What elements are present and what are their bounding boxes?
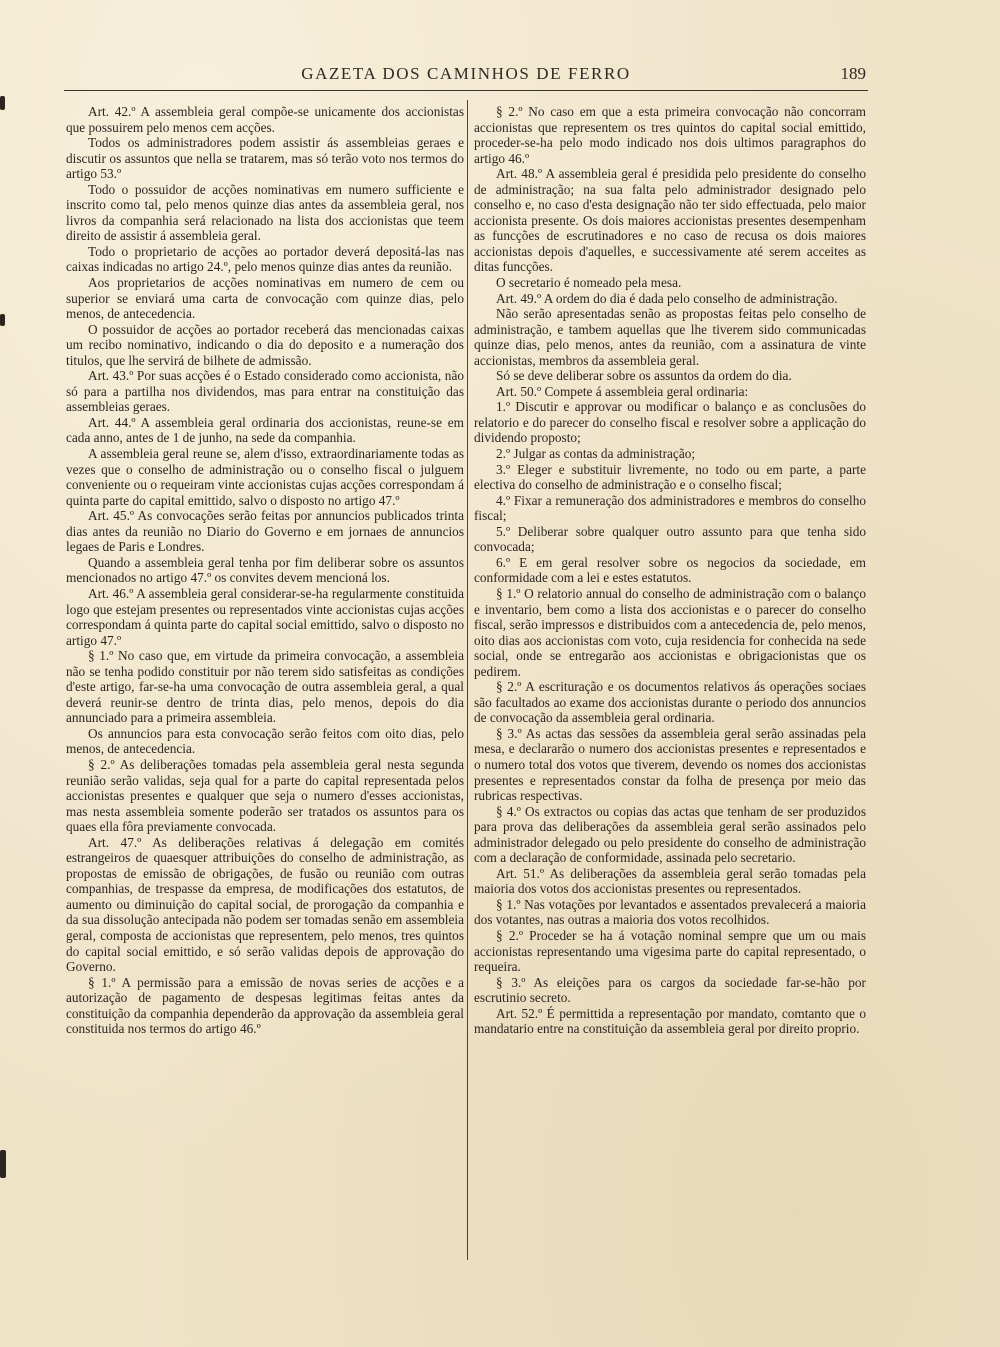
paragraph: § 2.º No caso em que a esta primeira convocação não concorram accionistas que representem os tres quintos do capital social emittido, proceder-se-ha pelo modo indicado nos dois ultimos paragraphos do artigo 46.º [474, 104, 866, 166]
paragraph: Art. 50.º Compete á assembleia geral ordinaria: [496, 383, 749, 399]
page-header [64, 60, 868, 91]
paragraph: Art. 46.º A assembleia geral considerar-se-ha regularmente constituida logo que estejam presentes ou representados vinte accionistas cujas acções correspondam á quinta parte do capital social emittido, salvo o disposto no artigo 47.º [66, 585, 464, 648]
paragraph: O secretario é nomeado pela mesa. [496, 275, 682, 291]
paragraph: Todo o possuidor de acções nominativas em numero sufficiente e inscrito como tal, pelo menos quinze dias antes da assembleia geral, nos livros da companhia será relacionado na lista dos accionistas que teem direito de assistir á assembleia geral. [66, 181, 464, 244]
column-divider [467, 100, 468, 1260]
paragraph: Todo o proprietario de acções ao portador deverá depositá-las nas caixas indicadas no artigo 24.º, pelo menos quinze dias antes da reunião. [66, 243, 464, 275]
paragraph: O possuidor de acções ao portador receberá das mencionadas caixas um recibo nominativo, indicando o dia do deposito e a numeração dos titulos, que lhe servirá de bilhete de admissão. [66, 321, 464, 368]
paragraph: § 2.º As deliberações tomadas pela assembleia geral nesta segunda reunião serão validas, seja qual for a parte do capital representada pelos accionistas presentes e qualquer que seja o numero d'esses accionistas, mas nesta assembleia somente poderão ser tratados os assuntos para os quaes ella fôra previamente convocada. [66, 756, 464, 835]
page-edge-mark [0, 96, 5, 110]
paragraph: 1.º Discutir e approvar ou modificar o balanço e as conclusões do relatorio e do parecer do conselho fiscal e resolver sobre a applicação do dividendo proposto; [474, 399, 866, 446]
paragraph: Art. 45.º As convocações serão feitas por annuncios publicados trinta dias antes da reunião no Diario do Governo e em jornaes de annuncios legaes de Paris e Londres. [66, 508, 464, 555]
paragraph: 2.º Julgar as contas da administração; [496, 446, 696, 462]
page-edge-mark [0, 1150, 6, 1178]
paragraph: 5.º Deliberar sobre qualquer outro assunto para que tenha sido convocada; [474, 523, 866, 555]
paragraph: Art. 44.º A assembleia geral ordinaria dos accionistas, reune-se em cada anno, antes de 1 de junho, na sede da companhia. [66, 414, 464, 446]
paragraph: Aos proprietarios de acções nominativas em numero de cem ou superior se enviará uma carta de convocação com quinze dias, pelo menos, de antecedencia. [66, 275, 464, 322]
paragraph: § 1.º No caso que, em virtude da primeira convocação, a assembleia não se tenha podido constituir por não terem sido satisfeitas as condições d'este artigo, far-se-ha uma convocação de outra assembleia geral, a qual deverá reunir-se dentro de trinta dias, pelo menos, depois do dia annunciado para a primeira assembleia. [66, 648, 464, 726]
paragraph: Não serão apresentadas senão as propostas feitas pelo conselho de administração, e tambem aquellas que lhe tiverem sido communicadas quinze dias, pelo menos, antes da reunião, com a assinatura de vinte accionistas, membros da assembleia geral. [474, 306, 866, 368]
publication-title: GAZETA DOS CAMINHOS DE FERRO [301, 64, 631, 83]
paragraph: Art. 47.º As deliberações relativas á delegação em comités estrangeiros de quaesquer attribuições do conselho de administração, as propostas de emissão de obrigações, de fusão ou reunião com outras companhias, de trespasse da empresa, de modificações dos estatutos, de aumento ou diminuição do capital social, de prorogação da companhia e da sua dissolução antecipada não podem ser tomadas senão em assembleia geral, composta de accionistas que representem, pelo menos, tres quintos do capital social emittido, e só serão validas depois de approvação do Governo. [66, 834, 464, 975]
paragraph: Quando a assembleia geral tenha por fim deliberar sobre os assuntos mencionados no artigo 47.º os convites devem mencioná los. [66, 554, 464, 586]
paragraph: Só se deve deliberar sobre os assuntos da ordem do dia. [496, 368, 792, 384]
paragraph: Art. 49.º A ordem do dia é dada pelo conselho de administração. [496, 290, 838, 306]
paragraph: § 4.º Os extractos ou copias das actas que tenham de ser produzidos para prova das deliberações da assembleia geral serão assinados pelo administrador delegado ou pelo presidente do conselho de administração com a declaração de conformidade, assinada pelo secretario. [474, 803, 866, 866]
paragraph: 6.º E em geral resolver sobre os negocios da sociedade, em conformidade com a lei e estes estatutos. [474, 554, 866, 586]
paragraph: § 2.º A escrituração e os documentos relativos ás operações sociaes são facultados ao exame dos accionistas durante o periodo dos annuncios de convocação da assembleia geral ordinaria. [474, 679, 866, 726]
left-column [66, 104, 464, 1037]
paragraph: § 1.º Nas votações por levantados e assentados prevalecerá a maioria dos votantes, nas outras a maioria dos votos recolhidos. [474, 896, 866, 928]
paragraph: Art. 52.º É permittida a representação por mandato, comtanto que o mandatario entre na constituição da assembleia geral por direito proprio. [474, 1005, 866, 1037]
paragraph: Art. 51.º As deliberações da assembleia geral serão tomadas pela maioria dos votos dos accionistas presentes ou representados. [474, 865, 866, 897]
paragraph: § 3.º As eleições para os cargos da sociedade far-se-hão por escrutinio secreto. [474, 974, 866, 1006]
page-edge-mark [0, 314, 5, 326]
paragraph: § 3.º As actas das sessões da assembleia geral serão assinadas pela mesa, e declararão o numero dos accionistas presentes e representados e o numero total dos votos que tiverem, devendo os nomes dos accionistas presentes e representados constar da folha de presença por meio das rubricas respectivas. [474, 725, 866, 804]
paragraph: Os annuncios para esta convocação serão feitos com oito dias, pelo menos, de antecedencia. [66, 725, 464, 757]
paragraph: Art. 42.º A assembleia geral compõe-se unicamente dos accionistas que possuirem pelo menos cem acções. [66, 104, 464, 135]
right-column [474, 104, 866, 1037]
paragraph: § 2.º Proceder se ha á votação nominal sempre que um ou mais accionistas representando uma vigesima parte do capital representado, o requeira. [474, 927, 866, 975]
paragraph: Art. 43.º Por suas acções é o Estado considerado como accionista, não só para a partilha nos dividendos, mas para entrar na constituição das assembleias geraes. [66, 368, 464, 415]
paragraph: 4.º Fixar a remuneração dos administradores e membros do conselho fiscal; [474, 492, 866, 524]
paragraph: A assembleia geral reune se, alem d'isso, extraordinariamente todas as vezes que o conselho de administração ou o conselho fiscal o julguem conveniente ou o requeiram vinte accionistas cujas acções correspondam á quinta parte do capital emittido, salvo o disposto no artigo 47.º [66, 446, 464, 508]
paragraph: § 1.º A permissão para a emissão de novas series de acções e a autorização de pagamento de despesas legitimas feitas antes da constituição da companhia dependerão da approvação da assembleia geral constituida nos termos do artigo 46.º [66, 974, 464, 1037]
paragraph: § 1.º O relatorio annual do conselho de administração com o balanço e inventario, bem como a lista dos accionistas e o parecer do conselho fiscal, serão impressos e distribuidos com a antecedencia de, pelo menos, oito dias aos accionistas com voto, cuja residencia for conhecida na sede social, onde se entregarão aos accionistas e obrigacionistas que os pedirem. [474, 585, 866, 679]
paragraph: Art. 48.º A assembleia geral é presidida pelo presidente do conselho de administração; na sua falta pelo administrador designado pelo conselho e, no caso d'esta designação não ter sido effectuada, pelo maior accionista presente. Os dois maiores accionistas presentes desempenham as funcções de escrutinadores e no caso de recusa os dois maiores accionistas depois d'aquelles, e successivamente até serem acceites as ditas funcções. [474, 166, 866, 275]
paragraph: 3.º Eleger e substituir livremente, no todo ou em parte, a parte electiva do conselho de administração e o conselho fiscal; [474, 461, 866, 493]
paragraph: Todos os administradores podem assistir ás assembleias geraes e discutir os assuntos que nella se tratarem, mas só terão voto nos termos do artigo 53.º [66, 135, 464, 182]
page-number: 189 [840, 64, 866, 83]
